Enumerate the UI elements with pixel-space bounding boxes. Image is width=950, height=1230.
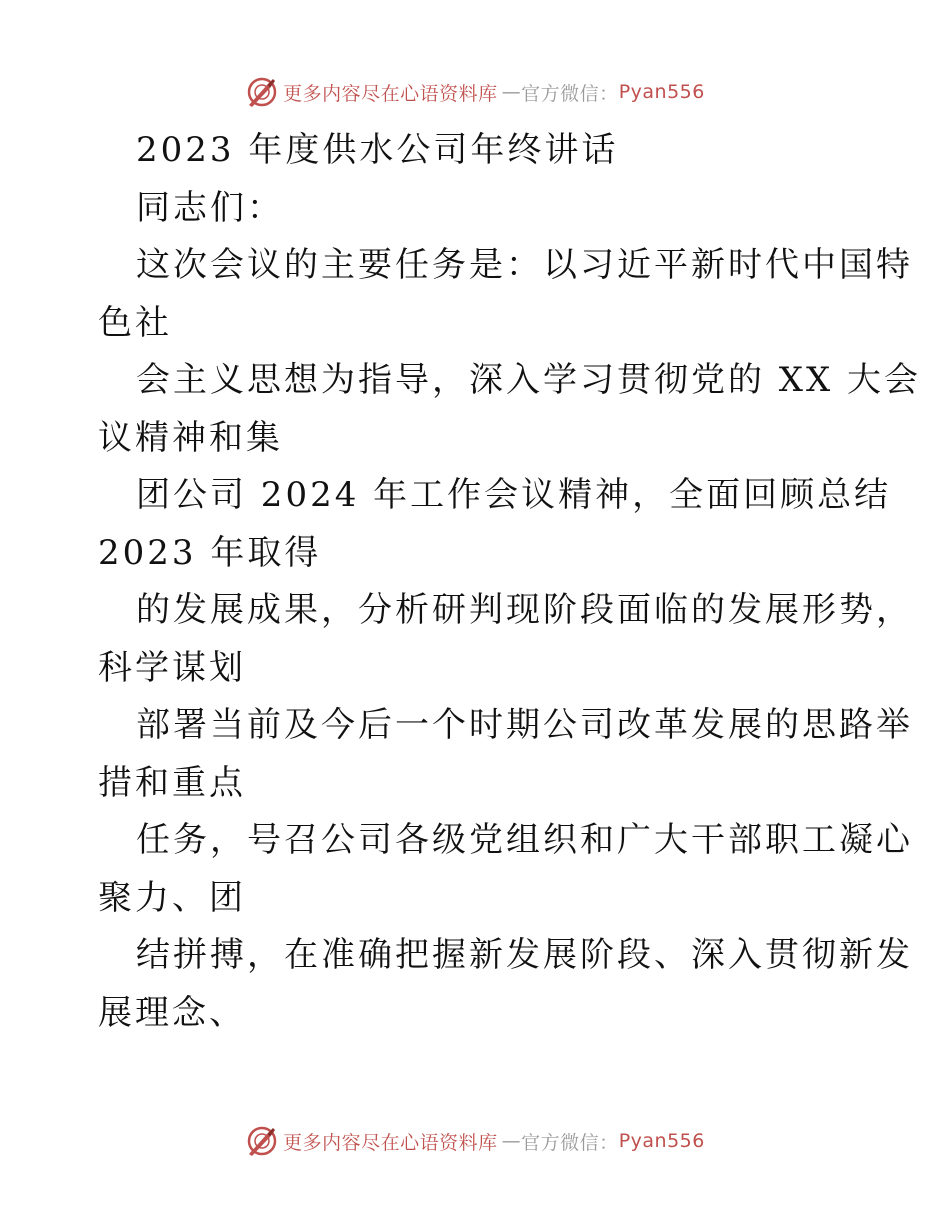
banner-handle: Pyan556 xyxy=(618,1130,705,1152)
banner-main-text: 更多内容尽在心语资料库 xyxy=(283,1131,498,1154)
paragraph-line: 2023 年取得 xyxy=(98,532,322,573)
paragraph-line: 结拼搏，在准确把握新发展阶段、深入贯彻新发 xyxy=(136,935,913,975)
document-title: 2023 年度供水公司年终讲话 xyxy=(136,130,619,170)
paragraph-line: 部署当前及今后一个时期公司改革发展的思路举 xyxy=(136,705,913,745)
document-body xyxy=(98,122,922,1042)
banner-dash: — xyxy=(501,81,522,103)
paragraph-line: 这次会议的主要任务是：以习近平新时代中国特 xyxy=(136,245,913,285)
banner-label: 官方微信： xyxy=(521,1131,619,1154)
paragraph-line: 议精神和集 xyxy=(98,417,283,458)
banner-label: 官方微信： xyxy=(521,82,619,105)
paragraph-line: 展理念、 xyxy=(98,992,246,1033)
paragraph-line: 会主义思想为指导，深入学习贯彻党的 XX 大会 xyxy=(136,360,922,400)
paragraph-line: 色社 xyxy=(98,302,172,343)
pen-logo-icon xyxy=(245,75,279,109)
banner-handle: Pyan556 xyxy=(618,81,705,103)
paragraph-line: 团公司 2024 年工作会议精神，全面回顾总结 xyxy=(136,475,892,515)
banner-main-text: 更多内容尽在心语资料库 xyxy=(283,82,498,105)
pen-logo-icon xyxy=(245,1124,279,1158)
footer-watermark-banner xyxy=(0,1121,950,1161)
salutation: 同志们： xyxy=(136,187,284,228)
paragraph-line: 措和重点 xyxy=(98,762,246,803)
paragraph-line: 的发展成果，分析研判现阶段面临的发展形势， xyxy=(136,590,913,630)
banner-dash: — xyxy=(501,1130,522,1152)
paragraph-line: 聚力、团 xyxy=(98,877,246,918)
paragraph-line: 任务，号召公司各级党组织和广大干部职工凝心 xyxy=(136,820,913,860)
header-watermark-banner xyxy=(0,72,950,112)
paragraph-line: 科学谋划 xyxy=(98,647,246,688)
